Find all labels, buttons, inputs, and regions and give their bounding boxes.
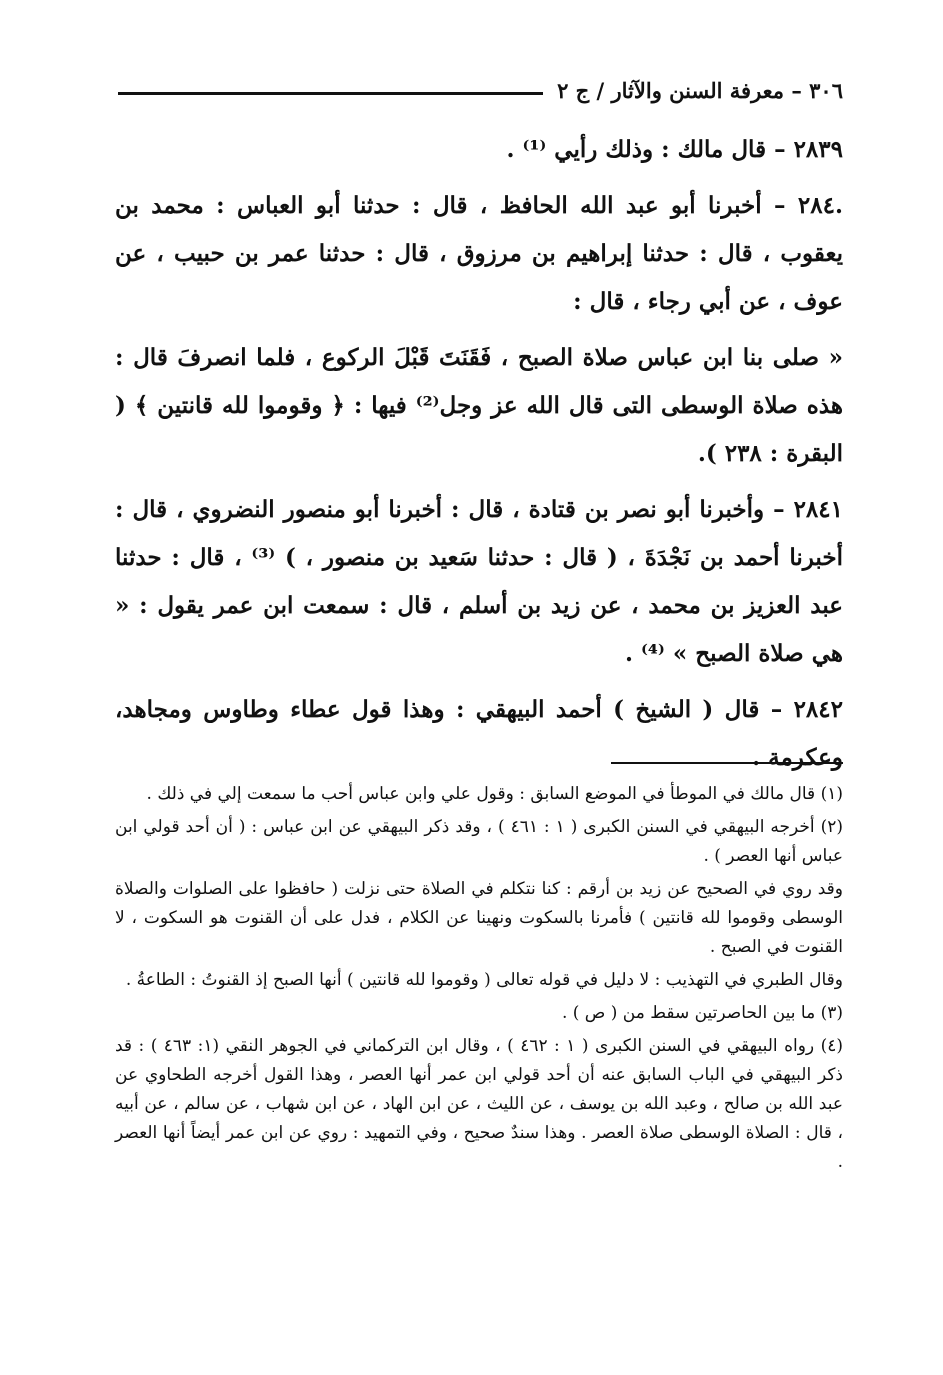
hadith-2841: ٢٨٤١ – وأخبرنا أبو نصر بن قتادة ، قال : أخبرنا أبو منصور النضروي ، قال : أخبرنا أحمد بن نَجْدَةَ ، ( قال : حدثنا سَعيد بن منصور ، ) ⁽³⁾ ، قال : حدثنا عبد العزيز بن محمد ، عن زيد بن أسلم ، قال : سمعت ابن عمر يقول : « هي صلاة الصبح » ⁽⁴⁾ .	[115, 496, 843, 667]
footnote-4: (٤) رواه البيهقي في السنن الكبرى ( ١ : ٤٦٢ ) ، وقال ابن التركماني في الجوهر النقي (١: ٤٦٣ ) : قد ذكر البيهقي في الباب السابق عنه أن أحد قولي ابن عمر أنها العصر ، وهذا القول أخرجه الطحاوي عن عبد الله بن صالح ، وعبد الله بن يوسف ، عن الليث ، عن ابن الهاد ، عن ابن شهاب ، عن سالم ، عن أبيه ، قال : الصلاة الوسطى صلاة العصر . وهذا سندٌ صحيح ، وفي التمهيد : روي عن ابن عمر أيضاً أنها العصر .	[115, 1036, 843, 1172]
footnote-3: (٣) ما بين الحاصرتين سقط من ( ص ) .	[561, 1003, 843, 1023]
footnotes	[115, 780, 843, 1181]
header-rule	[118, 92, 543, 95]
hadith-2839: ٢٨٣٩ – قال مالك : وذلك رأيي ⁽¹⁾ .	[506, 136, 843, 163]
running-header	[118, 70, 843, 110]
header-title: ٣٠٦ – معرفة السنن والآثار / ج ٢	[557, 77, 843, 103]
footnote-2-cont-b: وقال الطبري في التهذيب : لا دليل في قوله تعالى ( وقوموا لله قانتين ) أنها الصبح إذ القنوتُ : الطاعةُ .	[125, 970, 843, 990]
footnote-2: (٢) أخرجه البيهقي في السنن الكبرى ( ١ : ٤٦١ ) ، وقد ذكر البيهقي عن ابن عباس : ( أن أحد قولي ابن عباس أنها العصر ) .	[115, 817, 843, 866]
hadith-2842: ٢٨٤٢ – قال ( الشيخ ) أحمد البيهقي : وهذا قول عطاء وطاوس ومجاهد، وعكرمة .	[115, 696, 843, 771]
hadith-2840-matn: « صلى بنا ابن عباس صلاة الصبح ، فَقَنَتَ قَبْلَ الركوع ، فلما انصرفَ قال : هذه صلاة الوسطى التى قال الله عز وجل⁽²⁾ فيها : ﴿ وقوموا لله قانتين ﴾ ( البقرة : ٢٣٨ ).	[115, 344, 843, 467]
footnote-1: (١) قال مالك في الموطأ في الموضع السابق : وقول علي وابن عباس أحب ما سمعت إلي في ذلك .	[146, 784, 843, 804]
footnote-2-cont-a: وقد روي في الصحيح عن زيد بن أرقم : كنا نتكلم في الصلاة حتى نزلت ( حافظوا على الصلوات والصلاة الوسطى وقوموا لله قانتين ) فأمرنا بالسكوت ونهينا عن الكلام ، فدل على أن القنوت هو السكوت ، لا القنوت في الصبح .	[115, 879, 843, 957]
hadith-2840: .٢٨٤ – أخبرنا أبو عبد الله الحافظ ، قال : حدثنا أبو العباس : محمد بن يعقوب ، قال : حدثنا إبراهيم بن مرزوق ، قال : حدثنا عمر بن حبيب ، عن عوف ، عن أبي رجاء ، قال :	[115, 192, 843, 315]
footnote-separator	[611, 762, 843, 764]
main-text	[115, 126, 843, 790]
